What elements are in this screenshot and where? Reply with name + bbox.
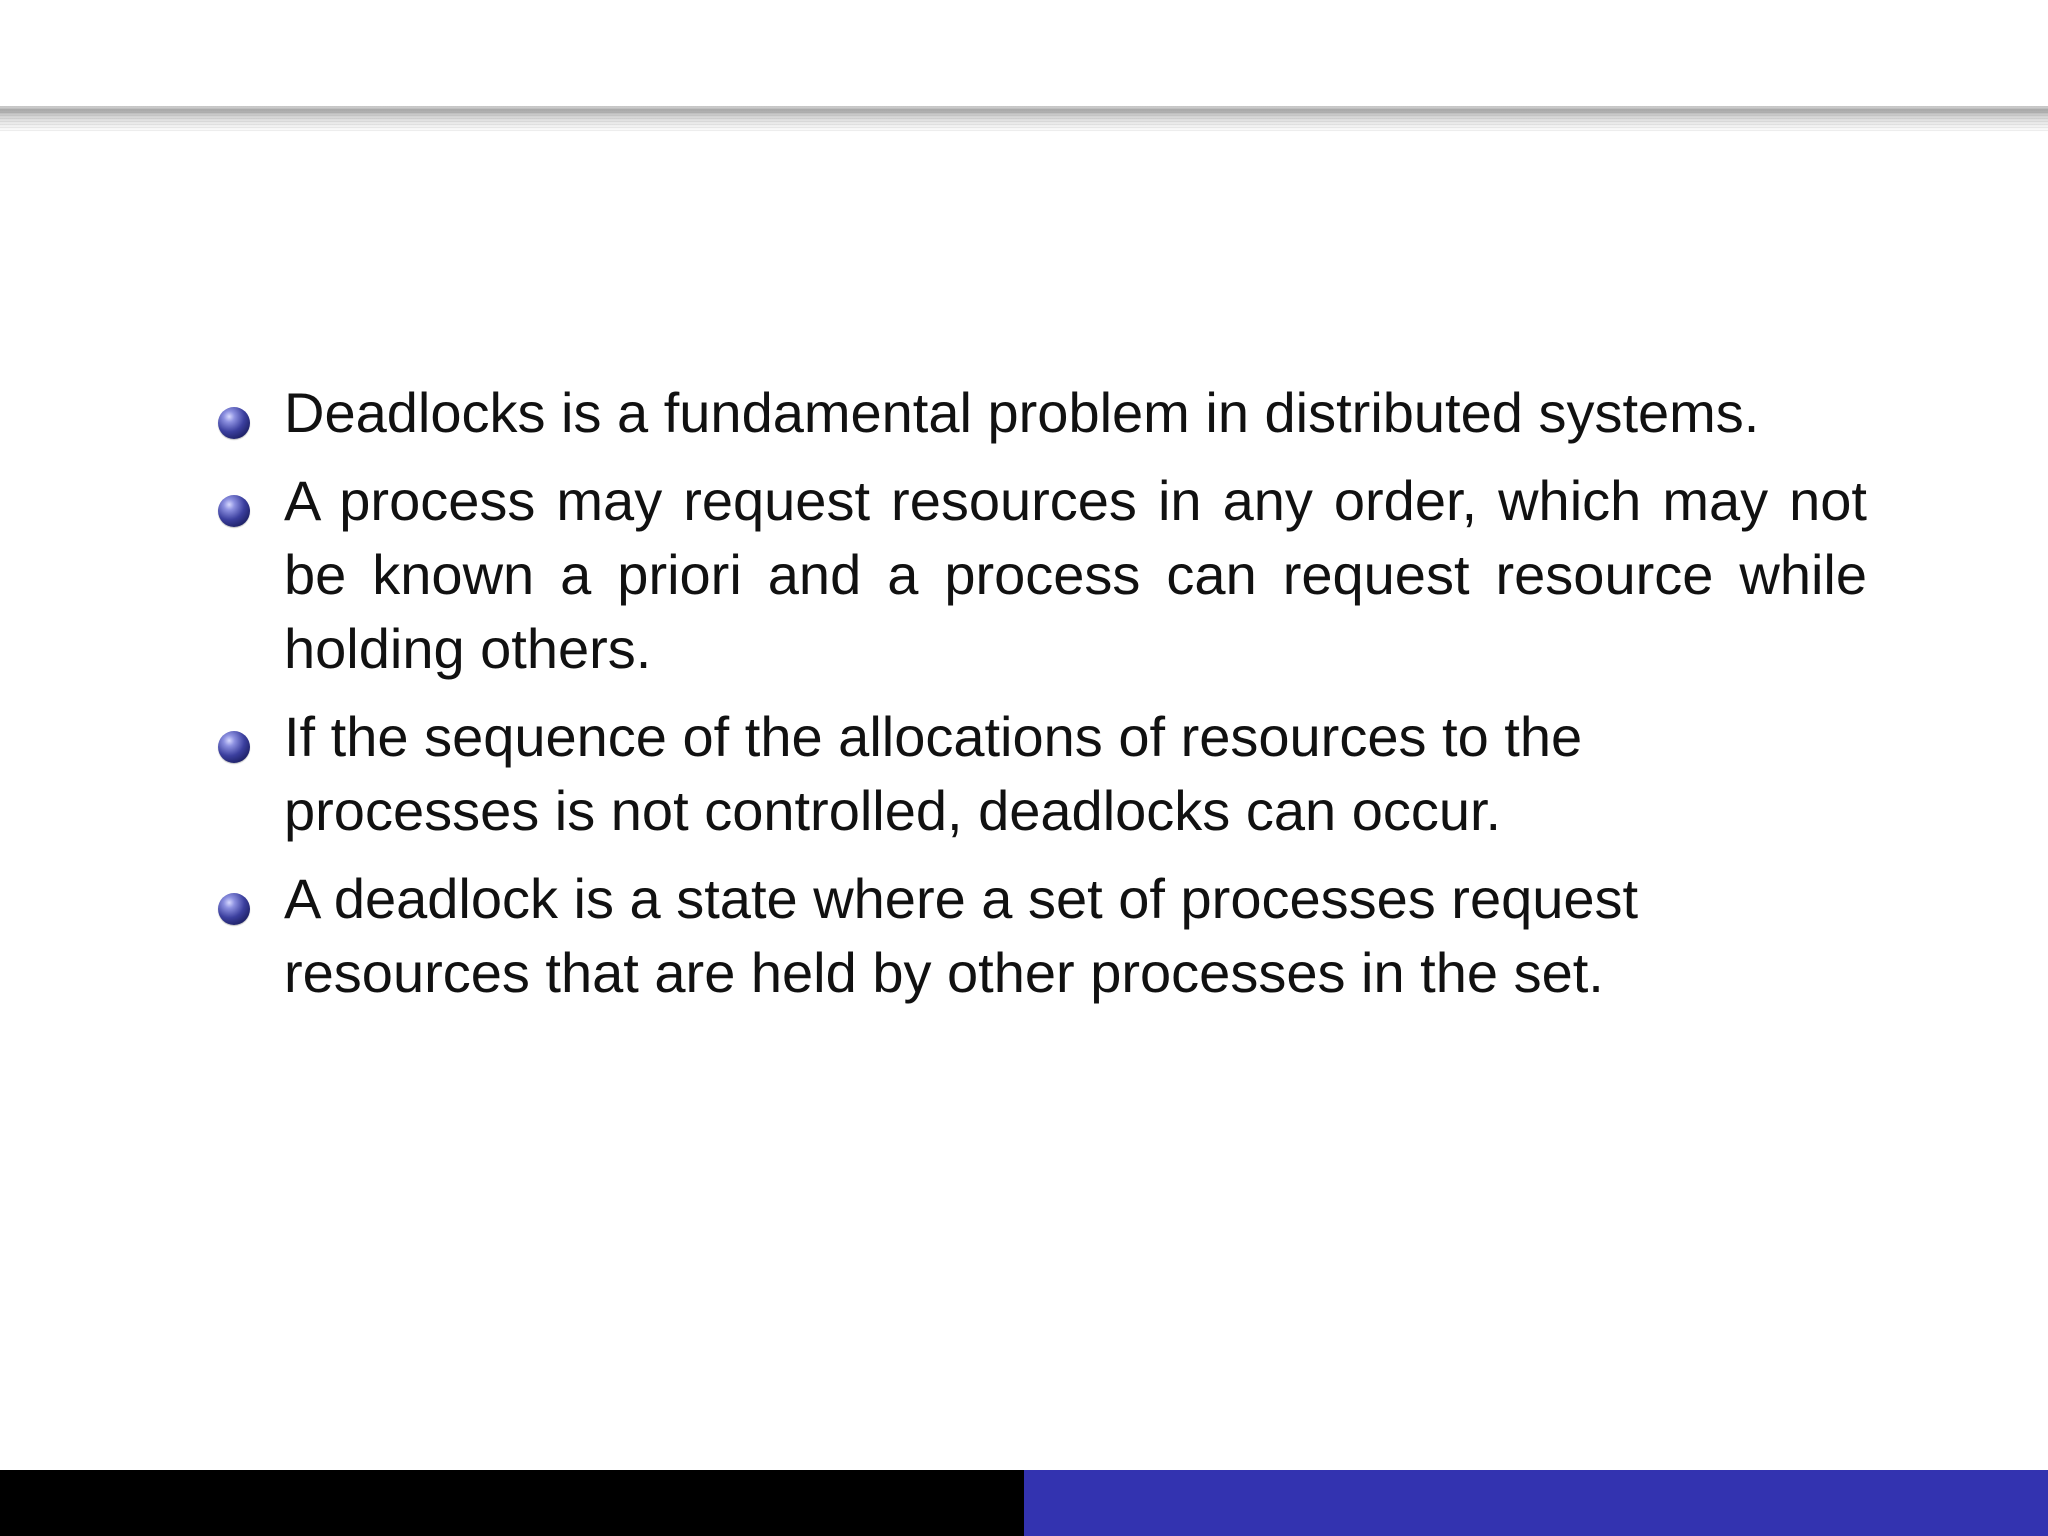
list-item	[215, 376, 1867, 450]
list-item	[215, 700, 1867, 848]
bullet-sphere-icon	[218, 407, 250, 439]
bullet-list	[215, 376, 1867, 1024]
bullet-sphere-icon	[218, 495, 250, 527]
list-item	[215, 862, 1867, 1010]
bullet-sphere-icon	[218, 893, 250, 925]
bullet-text: Deadlocks is a fundamental problem in distributed systems.	[284, 381, 1760, 444]
bullet-text: A process may request resources in any order, which may not be known a priori and a process can request resource while holding others.	[284, 469, 1867, 680]
bullet-sphere-icon	[218, 731, 250, 763]
footer-bar-left	[0, 1470, 1024, 1536]
list-item	[215, 464, 1867, 686]
bullet-text: If the sequence of the allocations of resources to the processes is not controlled, deadlocks can occur.	[284, 705, 1583, 842]
header-divider	[0, 106, 2048, 132]
footer-bar-right	[1024, 1470, 2048, 1536]
bullet-text: A deadlock is a state where a set of processes request resources that are held by other processes in the set.	[284, 867, 1639, 1004]
